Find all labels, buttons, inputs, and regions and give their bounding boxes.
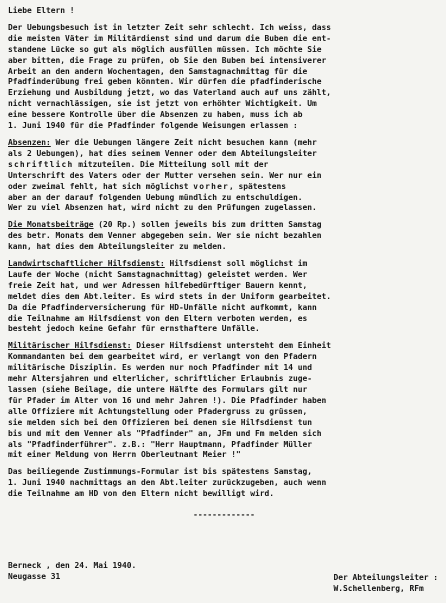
section-line: besteht jedoch keine Gefahr für ernsthaftere Unfälle. [8,324,260,334]
section-paragraph [8,259,440,335]
section-text: Wer die Uebungen längere Zeit nicht besuchen kann (mehr [50,137,317,147]
line-text: , spätestens [229,181,287,191]
emphasized-word: vorher [193,181,229,191]
section-paragraph [8,341,440,461]
section-line: Kommandanten bei dem gearbeitet wird, er verlangt von den Pfadern [8,352,317,362]
section-heading: Die Monatsbeiträge [8,220,94,230]
section-line: als "Pfadfinderführer". z.B.: "Herr Hauptmann, Pfadfinder Müller [8,439,313,449]
sender-address [8,561,136,595]
intro-line: nicht vernachlässigen, sie ist jetzt von erhöhter Wichtigkeit. Um [8,99,317,109]
intro-line: aber bitten, die Frage zu prüfen, ob Sie den Buben bei intensiverer [8,55,327,65]
closing-line: die Teilnahme am HD von den Eltern nicht bewilligt wird. [8,489,275,499]
section-line: Unterschrift des Vaters oder der Mutter versehen sein. Wer nur ein [8,170,322,180]
section-line: Da die Pfadfinderversicherung für HD-Unfälle nicht aufkommt, kann [8,302,317,312]
line-text: oder zweimal fehlt, hat sich möglichst [8,181,194,191]
section-line: kann, hat dies dem Abteilungsleiter zu melden. [8,242,227,252]
signature-name: W.Schellenberg, RFm [333,583,424,593]
section-paragraph [8,138,440,214]
closing-paragraph [8,467,440,500]
section-line [8,182,440,193]
section-text: Dieser Hilfsdienst untersteht dem Einheit [131,341,332,351]
emphasized-word: schriftlich [8,159,74,169]
section-first-line [8,220,440,231]
section-line: als 2 Uebungen), hat dies seinem Venner oder dem Abteilungsleiter [8,148,317,158]
line-text: mitzuteilen. Die Mitteilung soll mit der [73,159,269,169]
section-line: aber an der darauf folgenden Uebung mündlich zu entschuldigen. [8,192,303,202]
divider-line: ------------- [193,510,255,520]
section-line: die Teilnahme am Hilfsdienst von den Eltern verboten werden, es [8,313,308,323]
section-first-line [8,138,440,149]
letter-footer [8,561,440,595]
section-line: Wer zu viel Absenzen hat, wird nicht zu den Prüfungen zugelassen. [8,203,317,213]
section-line [8,160,440,171]
salutation: Liebe Eltern ! [8,6,75,15]
intro-line: standene Lücke so gut als möglich ausfüllen müssen. Ich möchte Sie [8,44,322,54]
section-line: meldet dies dem Abt.leiter. Es wird stets in der Uniform gearbeitet. [8,291,332,301]
intro-line: Arbeit an den andern Wochentagen, den Samstagnachmittag für die [8,66,308,76]
street-address: Neugasse 31 [8,571,61,581]
intro-paragraph [8,23,440,132]
section-line: militärische Disziplin. Es werden nur noch Pfadfinder mit 14 und [8,363,313,373]
section-heading: Landwirtschaftlicher Hilfsdienst: [8,259,165,269]
place-date: Berneck , den 24. Mai 1940. [8,561,137,570]
intro-line: Der Uebungsbesuch ist in letzter Zeit sehr schlecht. Ich weiss, dass [8,22,332,32]
section-text: Hilfsdienst soll möglichst im [164,259,308,269]
section-line: mehr Altersjahren und elterlicher, schriftlicher Erlaubnis zuge- [8,374,313,384]
intro-line: Erziehung und Ausbildung jetzt, wo das Vaterland auch auf uns zählt, [8,88,332,98]
closing-line: Das beiliegende Zustimmungs-Formular ist bis spätestens Samstag, [8,467,313,477]
section-line: alle Offiziere mit Achtungstellung oder Pfadergruss zu grüssen, [8,406,308,416]
section-line: bis und mit dem Venner als "Pfadfinder" an, JFm und Fm melden sich [8,428,322,438]
section-first-line [8,259,440,270]
section-line: lassen (siehe Beilage, die untere Hälfte des Formulars gilt nur [8,385,308,394]
section-line: Laufe der Woche (nicht Samstagnachmittag) geleistet werden. Wer [8,269,308,279]
section-heading: Militärischer Hilfsdienst: [8,341,132,351]
section-line: freie Zeit hat, und wer Adressen hilfebedürftiger Bauern kennt, [8,280,308,290]
section-first-line [8,341,440,352]
signature-title: Der Abteilungsleiter : [333,573,438,582]
section-text: (20 Rp.) sollen jeweils bis zum dritten Samstag [93,220,322,230]
section-line: sie melden sich bei den Offizieren bei denen sie Hilfsdienst tun [8,417,313,427]
section-line: für Pfader im Alter von 16 und mehr Jahren !). Die Pfadfinder haben [8,395,327,405]
intro-line: Pfadfinderübung frei geben könnten. Wir dürfen die pfadfinderische [8,77,322,87]
section-line: des betr. Monats dem Venner abgegeben sein. Wer sie nicht bezahlen [8,231,322,241]
section-paragraph [8,220,440,253]
sections [8,138,440,461]
signature-block [333,573,438,595]
section-line: mit einer Meldung von Herrn Oberleutnant Meier !" [8,450,241,460]
intro-line: 1. Juni 1940 für die Pfadfinder folgende Weisungen erlassen : [8,121,298,131]
section-heading: Absenzen: [8,137,51,147]
closing-line: 1. Juni 1940 nachmittags an den Abt.leiter zurückzugeben, auch wenn [8,478,327,488]
intro-line: eine bessere Kontrolle über die Absenzen zu haben, muss ich ab [8,110,303,120]
intro-line: die meisten Väter im Militärdienst sind und darum die Buben die ent- [8,33,332,43]
